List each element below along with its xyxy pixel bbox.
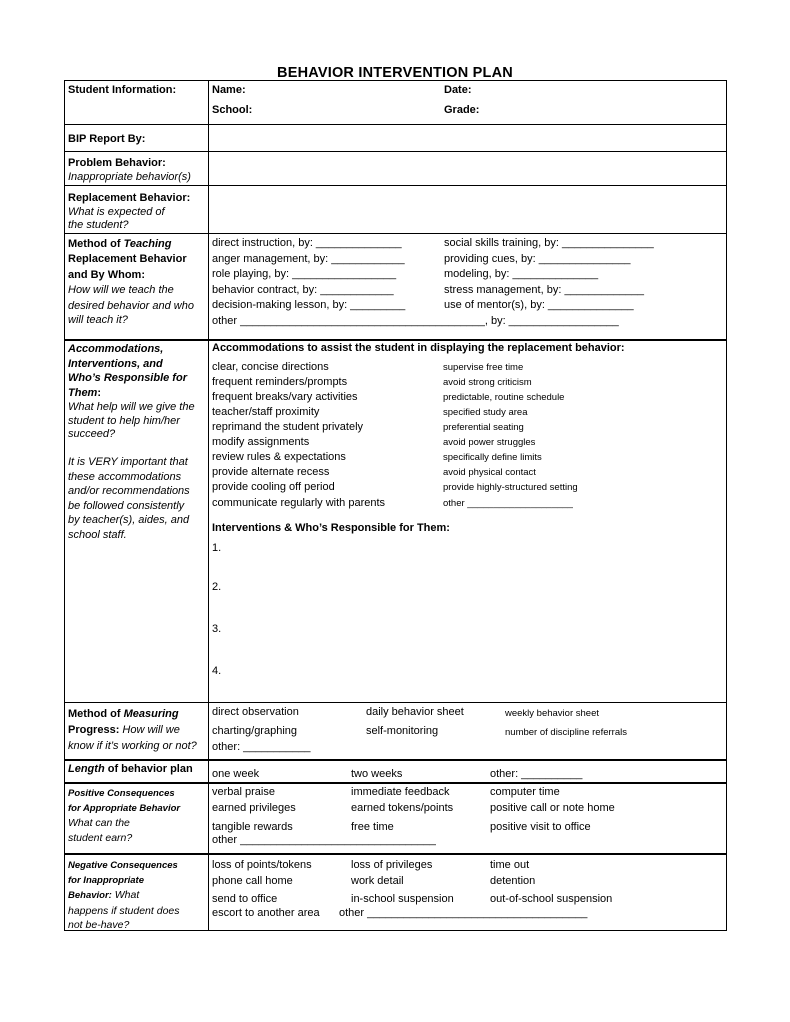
teach-option[interactable]: social skills training, by: _______________ — [444, 237, 654, 249]
measure-option[interactable]: weekly behavior sheet — [505, 708, 599, 719]
row-divider — [64, 124, 727, 125]
method-teaching-l3: and By Whom: — [68, 268, 145, 281]
positive-l2: for Appropriate Behavior — [68, 802, 181, 814]
acc-d2: student to help him/her — [68, 414, 180, 427]
replacement-behavior-title: Replacement Behavior: — [68, 192, 191, 204]
negative-option[interactable]: phone call home — [212, 875, 293, 887]
row-divider — [64, 339, 727, 341]
interventions-heading: Interventions & Who’s Responsible for Them: — [212, 522, 450, 534]
accommodations-heading: Accommodations to assist the student in displaying the replacement behavior: — [212, 342, 625, 354]
school-field[interactable]: School: — [212, 104, 253, 116]
intervention-item[interactable]: 3. — [212, 623, 222, 635]
acc-d1: What help will we give the — [68, 401, 195, 413]
replacement-behavior-desc: What is expected of — [68, 205, 165, 218]
negative-option[interactable]: work detail — [351, 875, 404, 887]
bip-report-label: BIP Report By: — [68, 133, 146, 145]
positive-label — [68, 787, 206, 845]
accommodation-option[interactable]: supervise free time — [443, 362, 524, 373]
positive-option[interactable]: computer time — [490, 786, 560, 798]
negative-other[interactable]: other ____________________________________ — [339, 907, 588, 919]
teach-option[interactable]: stress management, by: _____________ — [444, 283, 644, 296]
replacement-behavior-desc: the student? — [68, 219, 129, 231]
acc-l3: Who’s Responsible for — [68, 372, 187, 384]
teach-option[interactable]: role playing, by: _________________ — [212, 268, 397, 280]
row-divider — [64, 759, 727, 761]
negative-l1: Negative Consequences — [68, 860, 178, 871]
intervention-item[interactable]: 1. — [212, 542, 222, 554]
method-teaching-l2: Replacement Behavior — [68, 253, 187, 266]
intervention-item[interactable]: 4. — [212, 665, 222, 677]
row-divider — [64, 853, 727, 855]
acc-d8: by teacher(s), aides, and — [68, 514, 190, 526]
method-teaching-l1b: Teaching — [123, 238, 172, 250]
measure-option[interactable]: self-monitoring — [366, 725, 439, 737]
row-divider — [64, 151, 727, 152]
measuring-l2b: How will we — [119, 724, 180, 736]
method-teaching-d2: desired behavior and who — [68, 299, 194, 312]
problem-behavior-desc: Inappropriate behavior(s) — [68, 170, 191, 183]
acc-d6: and/or recommendations — [68, 485, 190, 497]
accommodation-option[interactable]: provide alternate recess — [212, 466, 330, 478]
acc-d5: these accommodations — [68, 470, 182, 483]
positive-option[interactable]: verbal praise — [212, 786, 275, 798]
positive-option[interactable]: earned tokens/points — [351, 802, 454, 814]
measuring-l1b: Measuring — [123, 708, 179, 720]
negative-l3b: What — [111, 889, 140, 901]
measure-option[interactable]: number of discipline referrals — [505, 727, 627, 738]
accommodation-option[interactable]: modify assignments — [212, 436, 310, 448]
accommodation-option[interactable]: frequent reminders/prompts — [212, 376, 348, 388]
teach-option[interactable]: anger management, by: ____________ — [212, 252, 405, 265]
teach-option[interactable]: decision-making lesson, by: _________ — [212, 299, 406, 311]
positive-option[interactable]: positive call or note home — [490, 802, 615, 814]
student-info-label: Student Information: — [68, 84, 177, 96]
teach-option[interactable]: direct instruction, by: ______________ — [212, 237, 402, 249]
positive-option[interactable]: tangible rewards — [212, 821, 293, 833]
length-option[interactable]: one week — [212, 768, 260, 780]
measure-option[interactable]: charting/graphing — [212, 725, 298, 737]
positive-l1: Positive Consequences — [68, 788, 175, 799]
row-divider — [64, 782, 727, 784]
negative-option[interactable]: send to office — [212, 893, 278, 905]
accommodation-option[interactable]: predictable, routine schedule — [443, 392, 565, 403]
method-teaching-label — [68, 237, 206, 326]
accommodations-label — [68, 342, 206, 542]
negative-option[interactable]: loss of points/tokens — [212, 859, 312, 871]
replacement-behavior-field[interactable] — [210, 187, 725, 232]
method-teaching-d1: How will we teach the — [68, 284, 174, 297]
teach-option[interactable]: behavior contract, by: ____________ — [212, 283, 394, 296]
negative-l2: for Inappropriate — [68, 874, 145, 886]
negative-option[interactable]: in-school suspension — [351, 893, 454, 905]
accommodation-option[interactable]: specified study area — [443, 407, 528, 418]
measuring-l1a: Method of — [68, 708, 124, 720]
negative-d1: happens if student does — [68, 904, 180, 917]
acc-d3: succeed? — [68, 427, 116, 440]
accommodation-option[interactable]: clear, concise directions — [212, 361, 329, 373]
acc-l2: Interventions, and — [68, 357, 163, 370]
acc-d7: be followed consistently — [68, 499, 185, 512]
accommodation-option[interactable]: specifically define limits — [443, 452, 542, 463]
row-divider — [64, 185, 727, 186]
accommodation-option[interactable]: provide highly-structured setting — [443, 482, 578, 493]
name-field[interactable]: Name: — [212, 84, 246, 96]
measure-option[interactable]: daily behavior sheet — [366, 706, 464, 718]
measure-other[interactable]: other: ___________ — [212, 741, 311, 753]
negative-label — [68, 859, 206, 933]
positive-other[interactable]: other ________________________________ — [212, 834, 436, 846]
positive-d1: What can the — [68, 817, 130, 829]
acc-l4b: : — [97, 386, 102, 399]
accommodation-option[interactable]: avoid strong criticism — [443, 377, 532, 388]
accommodation-option[interactable]: avoid physical contact — [443, 467, 536, 478]
bip-report-field[interactable] — [210, 126, 725, 150]
method-teaching-d3: will teach it? — [68, 314, 128, 327]
acc-l4: Them — [68, 386, 98, 399]
negative-l3a: Behavior: — [68, 890, 112, 901]
accommodation-option[interactable]: communicate regularly with parents — [212, 497, 386, 509]
negative-option[interactable]: escort to another area — [212, 907, 320, 919]
length-label-a: Length — [68, 763, 105, 775]
negative-d2: not be-have? — [68, 919, 130, 931]
teach-option[interactable]: use of mentor(s), by: ______________ — [444, 299, 634, 311]
acc-l1: Accommodations, — [68, 343, 164, 355]
date-field[interactable]: Date: — [444, 84, 472, 96]
page-title: BEHAVIOR INTERVENTION PLAN — [277, 65, 513, 81]
length-other[interactable]: other: __________ — [490, 768, 583, 780]
teach-option[interactable]: modeling, by: ______________ — [444, 268, 599, 280]
negative-option[interactable]: loss of privileges — [351, 859, 433, 871]
problem-behavior-title: Problem Behavior: — [68, 157, 166, 169]
accommodation-option[interactable]: frequent breaks/vary activities — [212, 391, 358, 403]
measuring-l2a: Progress: — [68, 724, 120, 736]
positive-option[interactable]: positive visit to office — [490, 821, 591, 833]
accommodation-option[interactable]: provide cooling off period — [212, 481, 335, 493]
intervention-item[interactable]: 2. — [212, 581, 222, 593]
teach-option[interactable]: providing cues, by: _______________ — [444, 252, 631, 265]
grade-field[interactable]: Grade: — [444, 104, 480, 116]
positive-d2: student earn? — [68, 831, 133, 844]
problem-behavior-field[interactable] — [210, 153, 725, 184]
column-divider — [208, 80, 209, 931]
positive-option[interactable]: earned privileges — [212, 802, 296, 814]
problem-behavior-label — [68, 157, 206, 184]
measuring-label — [68, 706, 206, 754]
method-teaching-l1a: Method of — [68, 238, 124, 250]
accommodation-option[interactable]: teacher/staff proximity — [212, 406, 320, 418]
accommodation-option[interactable]: avoid power struggles — [443, 437, 536, 448]
row-divider — [64, 702, 727, 703]
accommodation-other[interactable]: other ____________________ — [443, 498, 573, 509]
negative-option[interactable]: out-of-school suspension — [490, 893, 613, 905]
length-option[interactable]: two weeks — [351, 768, 403, 780]
acc-d4: It is VERY important that — [68, 456, 188, 468]
measuring-l3: know if it’s working or not? — [68, 740, 197, 752]
replacement-behavior-label — [68, 192, 206, 233]
acc-d9: school staff. — [68, 528, 127, 541]
row-divider — [64, 233, 727, 234]
accommodation-option[interactable]: preferential seating — [443, 422, 524, 433]
negative-option[interactable]: detention — [490, 875, 536, 887]
accommodation-option[interactable]: review rules & expectations — [212, 451, 346, 463]
length-label — [68, 763, 193, 777]
positive-option[interactable]: free time — [351, 821, 394, 833]
negative-option[interactable]: time out — [490, 859, 530, 871]
teach-other[interactable]: other ________________________________________, by: __________________ — [212, 314, 619, 327]
length-label-b: of behavior plan — [104, 763, 193, 775]
positive-option[interactable]: immediate feedback — [351, 786, 450, 798]
accommodation-option[interactable]: reprimand the student privately — [212, 421, 364, 433]
measure-option[interactable]: direct observation — [212, 706, 299, 718]
